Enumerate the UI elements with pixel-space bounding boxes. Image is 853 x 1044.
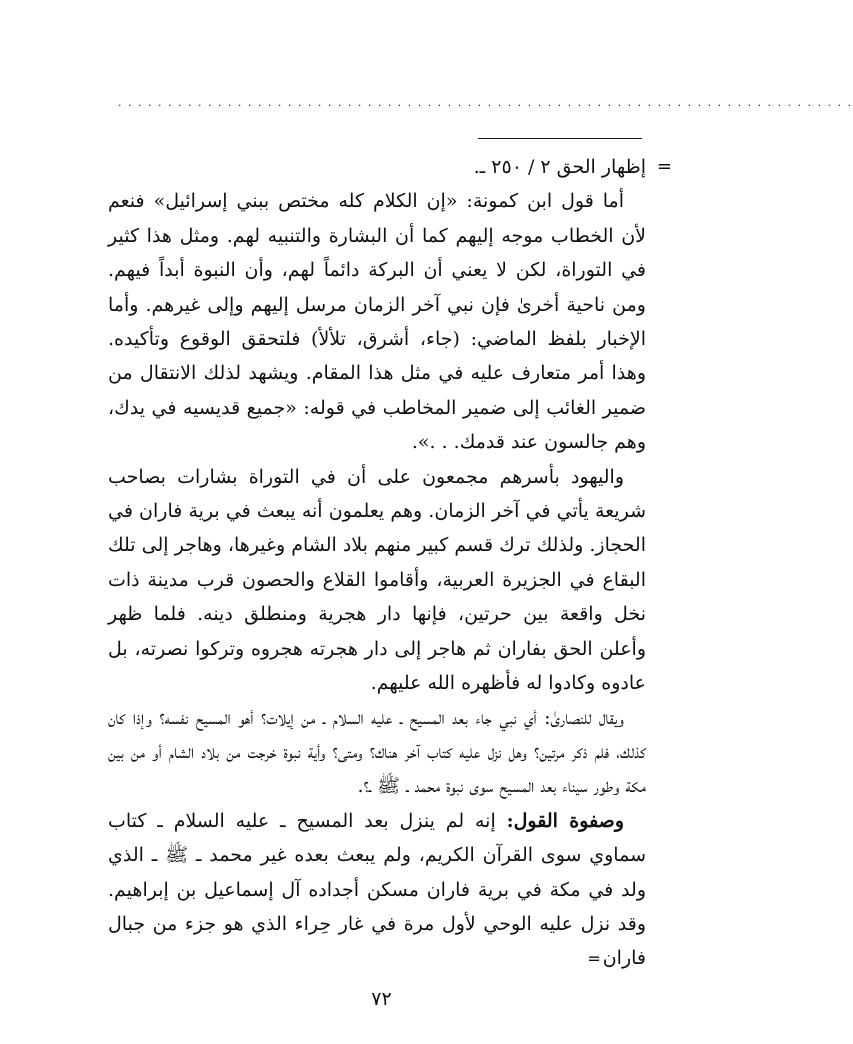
conclusion-lead: وصفوة القول: — [506, 809, 624, 832]
footnote-reference-line — [108, 150, 672, 184]
paragraph-jews: واليهود بأسرهم مجمعون على أن في التوراة بشارات بصاحب شريعة يأتي في آخر الزمان. وهم يعلمون أنه يبعث في برية فاران في الحجاز. ولذلك ترك قسم كبير منهم بلاد الشام وغيرها، وهاجر إلى تلك البقاع في الجزيرة العربية، وأقاموا القلاع والحصون قرب مدينة ذات نخل واقعة بين حرتين، فإنها دار هجرية ومنطلق دينه. فلما ظهر وأعلن الحق بفاران ثم هاجر إلى دار هجرته هجروه وتركوا نصرته، بل عادوه وكادوا له فأظهره الله عليهم. — [108, 465, 646, 695]
paragraph-christians: ويقال للنصارىٰ: أي نبي جاء بعد المسيح ـ عليه السلام ـ من إيلات؟ أهو المسيح نفسه؟ وإذا كان كذلك، فلم ذكر مرتين؟ وهل نزل عليه كتاب آخر هناك؟ ومتى؟ وأية نبوة خرجت من بلاد الشام أو من بين مكة وطور سيناء بعد المسيح سوى نبوة محمد ـ ﷺ ـ؟. — [108, 706, 646, 798]
dotted-separator: . . . . . . . . . . . . . . . . . . . . . . . . . . . . . . . . . . . . . . . . . . . . . . . . . . . . . . . . . . . . . . . . . . . . . . . . . . — [118, 96, 853, 109]
footnote-reference: إظهار الحق ٢ / ٢٥٠ ـ. — [473, 156, 646, 178]
footnote-body — [108, 150, 672, 977]
footnote-end-marker: = — [587, 949, 601, 969]
footnote-continuation-marker: = — [656, 156, 672, 177]
conclusion-text: إنه لم ينزل بعد المسيح ـ عليه السلام ـ كتاب سماوي سوى القرآن الكريم، ولم يبعث بعده غير محمد ـ ﷺ ـ الذي ولد في مكة في برية فاران مسكن أجداده آل إسماعيل بن إبراهيم. وقد نزل عليه الوحي لأول مرة في غار حِراء الذي هو جزء من جبال فاران — [108, 809, 646, 970]
paragraph-conclusion — [108, 804, 646, 977]
footnote-rule — [478, 138, 642, 139]
paragraph-ibn-kammuna: أما قول ابن كمونة: «إن الكلام كله مختص ببني إسرائيل» فنعم لأن الخطاب موجه إليهم كما أن البشارة والتنبيه لهم. ومثل هذا كثير في التوراة، لكن لا يعني أن البركة دائماً لهم، وأن النبوة أبداً فيهم. ومن ناحية أخرىٰ فإن نبي آخر الزمان مرسل إليهم وإلى غيرهم. وأما الإخبار بلفظ الماضي: (جاء، أشرق، تلألأ) فلتحقق الوقوع وتأكيده. وهذا أمر متعارف عليه في مثل هذا المقام. ويشهد لذلك الانتقال من ضمير الغائب إلى ضمير المخاطب في قوله: «جميع قديسيه في يدك، وهم جالسون عند قدمك. . .». — [108, 190, 646, 454]
page-number: ٧٢ — [371, 988, 392, 1010]
